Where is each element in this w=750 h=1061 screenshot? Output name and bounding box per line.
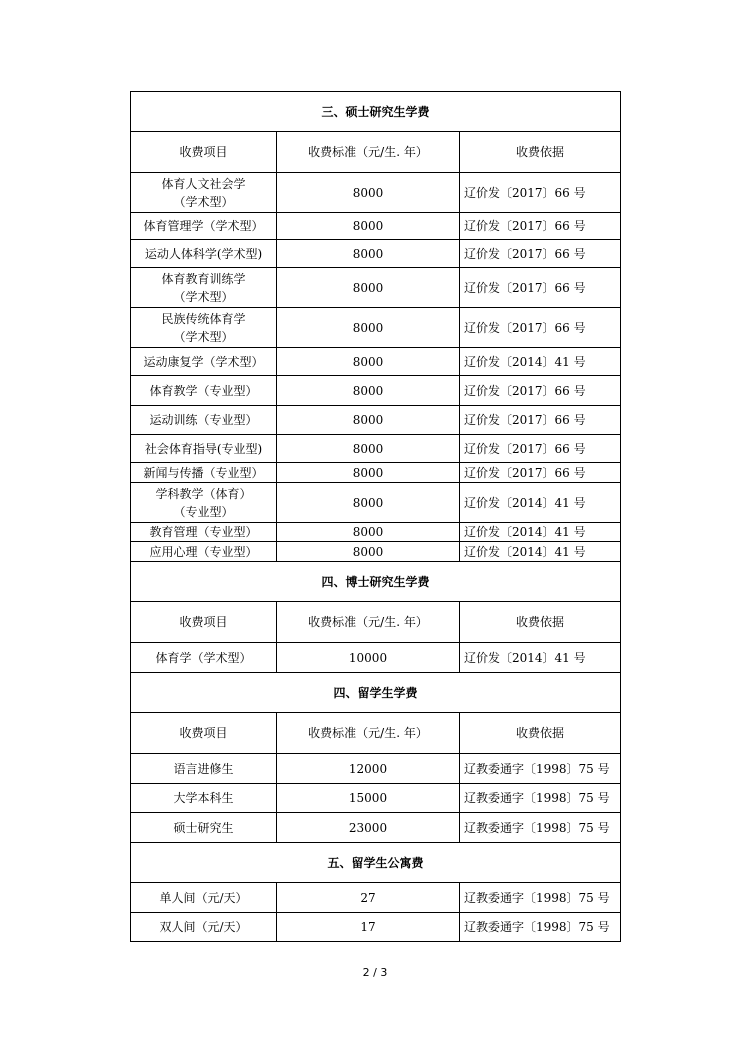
- column-header: 收费标准（元/生. 年）: [277, 602, 460, 643]
- fee-table: [130, 91, 621, 942]
- fee-item-cell: 运动训练（专业型）: [131, 406, 277, 435]
- table-row: [131, 523, 621, 542]
- fee-standard-cell: 8000: [277, 542, 460, 562]
- table-row: [131, 754, 621, 784]
- fee-item-cell: 语言进修生: [131, 754, 277, 784]
- fee-item-cell: 民族传统体育学 （学术型）: [131, 308, 277, 348]
- fee-basis-cell: 辽价发〔2014〕41 号: [460, 523, 621, 542]
- fee-standard-cell: 8000: [277, 240, 460, 268]
- fee-basis-cell: 辽价发〔2014〕41 号: [460, 348, 621, 376]
- column-header-row: [131, 132, 621, 173]
- table-row: [131, 643, 621, 673]
- fee-basis-cell: 辽价发〔2017〕66 号: [460, 406, 621, 435]
- column-header-row: [131, 713, 621, 754]
- fee-standard-cell: 27: [277, 883, 460, 913]
- fee-standard-cell: 8000: [277, 523, 460, 542]
- column-header: 收费依据: [460, 713, 621, 754]
- fee-item-cell: 教育管理（专业型）: [131, 523, 277, 542]
- table-row: [131, 483, 621, 523]
- table-row: [131, 435, 621, 463]
- column-header: 收费依据: [460, 602, 621, 643]
- table-row: [131, 463, 621, 483]
- fee-standard-cell: 12000: [277, 754, 460, 784]
- fee-basis-cell: 辽价发〔2014〕41 号: [460, 643, 621, 673]
- table-row: [131, 376, 621, 406]
- fee-item-cell: 体育教育训练学 （学术型）: [131, 268, 277, 308]
- table-row: [131, 784, 621, 813]
- column-header: 收费标准（元/生. 年）: [277, 713, 460, 754]
- fee-standard-cell: 8000: [277, 173, 460, 213]
- table-row: [131, 173, 621, 213]
- fee-item-cell: 体育教学（专业型）: [131, 376, 277, 406]
- fee-item-cell: 双人间（元/天）: [131, 913, 277, 942]
- column-header: 收费项目: [131, 602, 277, 643]
- fee-item-cell: 运动康复学（学术型）: [131, 348, 277, 376]
- fee-basis-cell: 辽价发〔2017〕66 号: [460, 308, 621, 348]
- table-row: [131, 406, 621, 435]
- fee-basis-cell: 辽价发〔2017〕66 号: [460, 463, 621, 483]
- column-header: 收费标准（元/生. 年）: [277, 132, 460, 173]
- fee-item-cell: 运动人体科学(学术型): [131, 240, 277, 268]
- section-title-row: [131, 562, 621, 602]
- section-title: 五、留学生公寓费: [131, 843, 621, 883]
- fee-standard-cell: 8000: [277, 213, 460, 240]
- column-header: 收费项目: [131, 713, 277, 754]
- fee-basis-cell: 辽价发〔2017〕66 号: [460, 376, 621, 406]
- fee-standard-cell: 10000: [277, 643, 460, 673]
- fee-item-cell: 学科教学（体育） （专业型）: [131, 483, 277, 523]
- fee-basis-cell: 辽价发〔2017〕66 号: [460, 268, 621, 308]
- page-number: 2 / 3: [362, 966, 388, 979]
- fee-basis-cell: 辽价发〔2014〕41 号: [460, 483, 621, 523]
- fee-item-cell: 体育学（学术型）: [131, 643, 277, 673]
- section-title: 三、硕士研究生学费: [131, 92, 621, 132]
- fee-standard-cell: 8000: [277, 483, 460, 523]
- fee-basis-cell: 辽教委通字〔1998〕75 号: [460, 813, 621, 843]
- table-row: [131, 813, 621, 843]
- section-title: 四、博士研究生学费: [131, 562, 621, 602]
- fee-basis-cell: 辽教委通字〔1998〕75 号: [460, 784, 621, 813]
- table-row: [131, 348, 621, 376]
- fee-item-cell: 大学本科生: [131, 784, 277, 813]
- fee-standard-cell: 15000: [277, 784, 460, 813]
- column-header-row: [131, 602, 621, 643]
- fee-standard-cell: 8000: [277, 268, 460, 308]
- fee-item-cell: 新闻与传播（专业型）: [131, 463, 277, 483]
- table-row: [131, 240, 621, 268]
- fee-basis-cell: 辽教委通字〔1998〕75 号: [460, 754, 621, 784]
- fee-standard-cell: 17: [277, 913, 460, 942]
- fee-standard-cell: 8000: [277, 308, 460, 348]
- fee-standard-cell: 8000: [277, 435, 460, 463]
- fee-basis-cell: 辽价发〔2017〕66 号: [460, 435, 621, 463]
- fee-standard-cell: 8000: [277, 406, 460, 435]
- fee-item-cell: 硕士研究生: [131, 813, 277, 843]
- fee-item-cell: 体育管理学（学术型）: [131, 213, 277, 240]
- fee-item-cell: 体育人文社会学 （学术型）: [131, 173, 277, 213]
- fee-basis-cell: 辽价发〔2014〕41 号: [460, 542, 621, 562]
- fee-standard-cell: 8000: [277, 348, 460, 376]
- table-row: [131, 883, 621, 913]
- table-row: [131, 542, 621, 562]
- column-header: 收费项目: [131, 132, 277, 173]
- fee-standard-cell: 8000: [277, 376, 460, 406]
- fee-item-cell: 应用心理（专业型）: [131, 542, 277, 562]
- fee-basis-cell: 辽教委通字〔1998〕75 号: [460, 883, 621, 913]
- fee-basis-cell: 辽价发〔2017〕66 号: [460, 173, 621, 213]
- section-title: 四、留学生学费: [131, 673, 621, 713]
- table-row: [131, 268, 621, 308]
- section-title-row: [131, 673, 621, 713]
- fee-item-cell: 单人间（元/天）: [131, 883, 277, 913]
- fee-basis-cell: 辽教委通字〔1998〕75 号: [460, 913, 621, 942]
- table-row: [131, 913, 621, 942]
- fee-basis-cell: 辽价发〔2017〕66 号: [460, 213, 621, 240]
- section-title-row: [131, 843, 621, 883]
- column-header: 收费依据: [460, 132, 621, 173]
- fee-standard-cell: 8000: [277, 463, 460, 483]
- fee-basis-cell: 辽价发〔2017〕66 号: [460, 240, 621, 268]
- fee-standard-cell: 23000: [277, 813, 460, 843]
- table-row: [131, 213, 621, 240]
- table-row: [131, 308, 621, 348]
- section-title-row: [131, 92, 621, 132]
- fee-item-cell: 社会体育指导(专业型): [131, 435, 277, 463]
